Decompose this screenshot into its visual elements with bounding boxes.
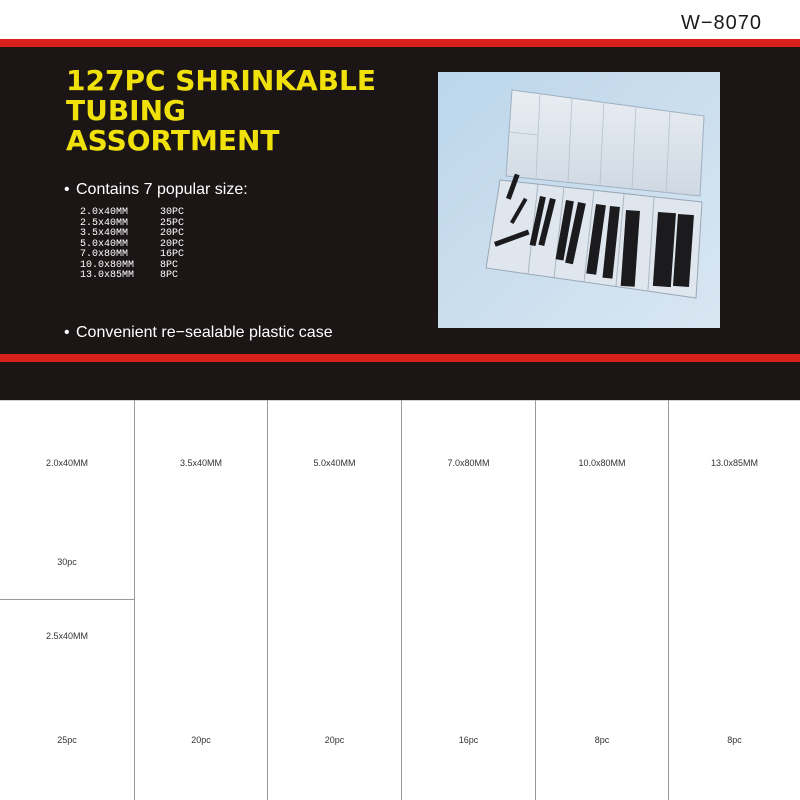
cell-count-label: 20pc — [324, 735, 345, 745]
label-sheet — [0, 400, 800, 800]
model-bar — [0, 0, 800, 40]
cell-count-label: 8pc — [727, 735, 742, 745]
cell-count-label: 16pc — [458, 735, 479, 745]
size-value: 3.5x40MM — [80, 228, 129, 239]
label-cell — [535, 400, 668, 800]
label-cell — [267, 400, 401, 800]
size-value: 10.0x80MM — [80, 259, 135, 271]
label-cell — [134, 400, 267, 800]
label-cell — [0, 400, 134, 599]
cell-size-label: 2.5x40MM — [45, 631, 89, 641]
cell-size-label: 13.0x85MM — [710, 458, 759, 468]
cell-size-label: 7.0x80MM — [447, 458, 490, 468]
red-stripe-top — [0, 39, 800, 47]
label-cell — [401, 400, 535, 800]
qty-value: 30PC — [160, 207, 185, 218]
feature-text: Convenient re−sealable plastic case — [76, 324, 333, 341]
size-value: 5.0x40MM — [80, 238, 129, 250]
title-line: ASSORTMENT — [66, 124, 280, 157]
qty-value: 8PC — [160, 270, 179, 281]
cell-size-label: 5.0x40MM — [313, 458, 356, 468]
size-value: 2.5x40MM — [80, 217, 129, 229]
cell-size-label: 10.0x80MM — [578, 458, 626, 468]
qty-value: 25PC — [160, 217, 185, 229]
cell-size-label: 2.0x40MM — [45, 458, 89, 468]
size-row — [80, 229, 184, 240]
model-number: W−8070 — [680, 12, 762, 34]
product-title — [66, 66, 376, 156]
tubing-case-image — [438, 72, 720, 328]
cell-count-label: 25pc — [57, 735, 77, 745]
title-line: 127PC SHRINKABLE — [66, 64, 376, 97]
product-case-photo — [438, 72, 720, 328]
cell-count-label: 30pc — [57, 557, 77, 567]
red-stripe-bottom — [0, 354, 800, 362]
label-cell — [0, 600, 134, 800]
bullet-dot-icon: • — [64, 181, 70, 198]
feature-text: Contains 7 popular size: — [76, 181, 248, 198]
size-value: 13.0x85MM — [80, 270, 135, 281]
size-list — [80, 208, 184, 282]
qty-value: 20PC — [160, 238, 185, 250]
cell-size-label: 3.5x40MM — [179, 458, 223, 468]
label-cell — [668, 400, 800, 800]
feature-bullet-case — [64, 324, 333, 342]
cell-count-label: 20pc — [191, 735, 211, 745]
bullet-dot-icon: • — [64, 324, 70, 341]
title-line: TUBING — [66, 94, 187, 127]
qty-value: 20PC — [160, 228, 185, 239]
size-row — [80, 250, 184, 261]
cell-count-label: 8pc — [594, 735, 610, 745]
qty-value: 8PC — [160, 259, 179, 271]
feature-bullet-sizes — [64, 181, 248, 199]
size-value: 7.0x80MM — [80, 249, 129, 260]
qty-value: 16PC — [160, 249, 185, 260]
size-row — [80, 208, 184, 219]
size-row — [80, 271, 184, 282]
size-value: 2.0x40MM — [80, 207, 129, 218]
